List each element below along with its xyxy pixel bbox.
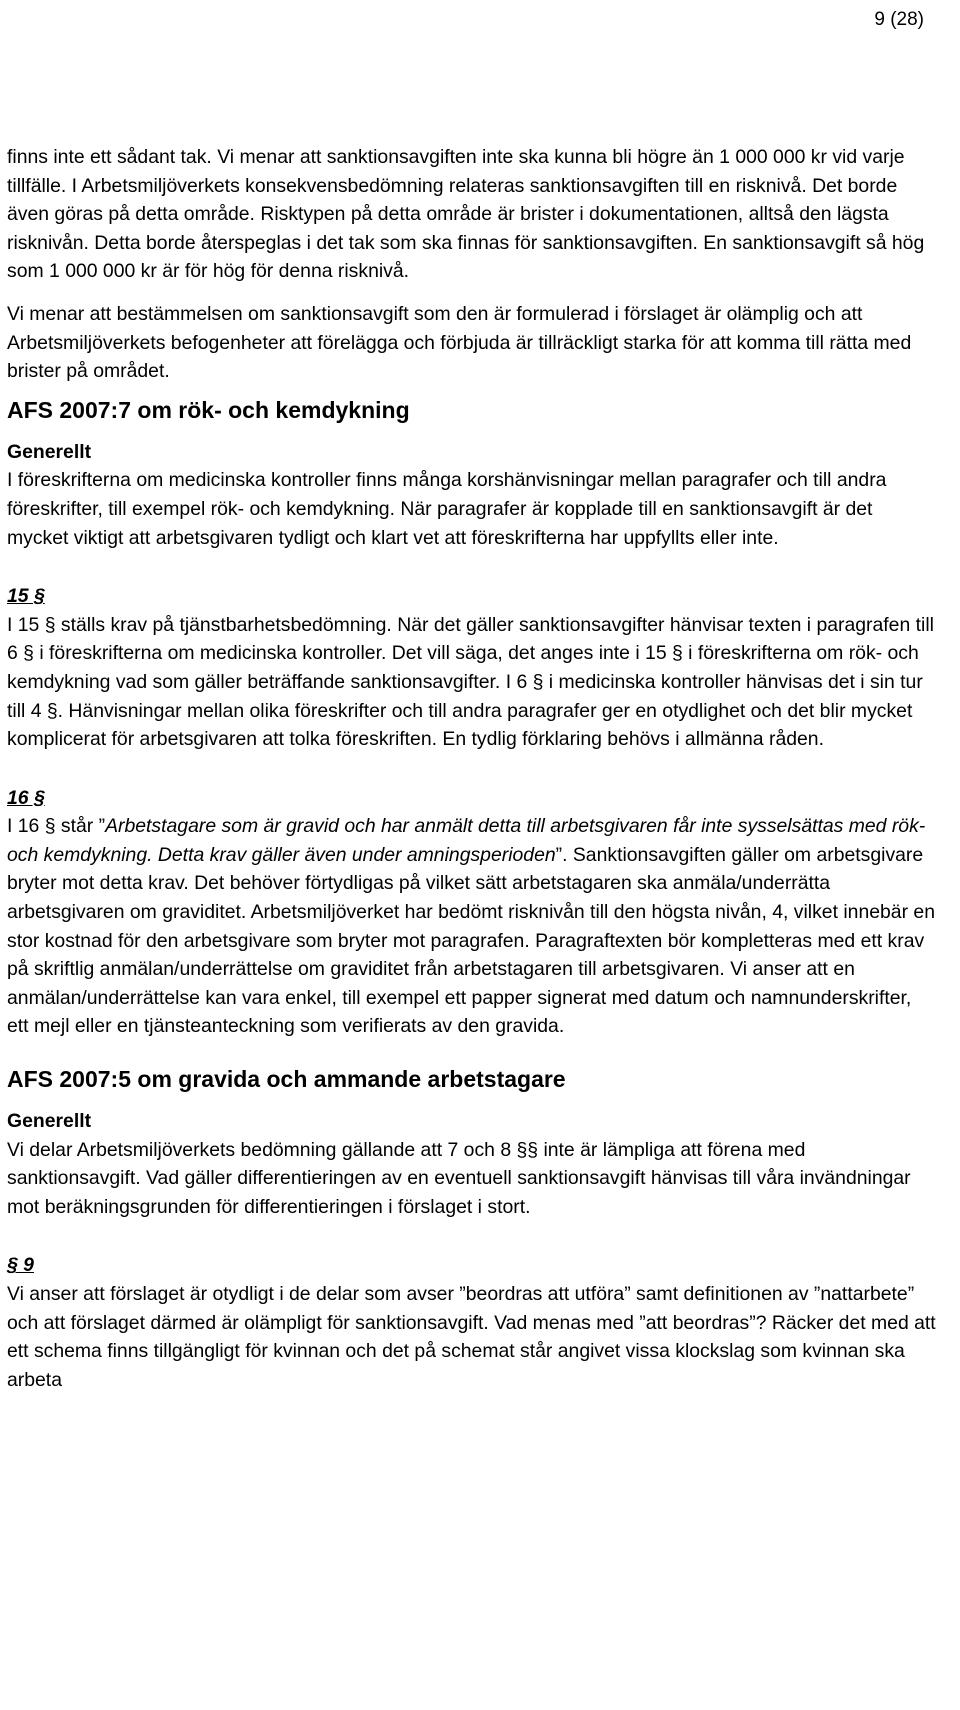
- section-heading: AFS 2007:5 om gravida och ammande arbetstagare: [7, 1066, 566, 1093]
- paragraph-heading-15: 15 §: [7, 585, 45, 608]
- subheading-generellt: Generellt: [7, 1110, 92, 1133]
- quoted-text: Arbetstagare som är gravid och har anmält detta till arbetsgivaren får inte sysselsättas med rök- och kemdykning. Detta krav gäller även under amningsperioden: [7, 815, 926, 866]
- subheading-generellt: Generellt: [7, 440, 92, 463]
- section-heading: AFS 2007:7 om rök- och kemdykning: [7, 396, 410, 423]
- paragraph: I 15 § ställs krav på tjänstbarhetsbedömning. När det gäller sanktionsavgifter hänvisar texten i paragrafen till 6 § i föreskrifterna om medicinska kontroller. Det vill säga, det anges inte i 15 § i föreskrifterna om rök- och kemdykning vad som gäller beträffande sanktionsavgifter. I 6 § i medicinska kontroller hänvisas det i sin tur till 4 §. Hänvisningar mellan olika föreskrifter och till andra paragrafer ger en otydlighet och det blir mycket komplicerat för arbetsgivaren att tolka föreskriften. En tydlig förklaring behövs i allmänna råden.: [7, 613, 934, 751]
- paragraph-heading-16: 16 §: [7, 786, 45, 809]
- document-body: [7, 143, 937, 1394]
- text-run: I 16 § står ”: [7, 815, 106, 838]
- page-number: 9 (28): [874, 9, 924, 30]
- paragraph: I föreskrifterna om medicinska kontroller finns många korshänvisningar mellan paragrafer och till andra föreskrifter, till exempel rök- och kemdykning. När paragrafer är kopplade till en sanktionsavgift är det mycket viktigt att arbetsgivaren tydligt och klart vet att föreskrifterna har uppfyllts eller inte.: [7, 469, 887, 549]
- text-run: ”. Sanktionsavgiften gäller om arbetsgivare bryter mot detta krav. Det behöver förtydligas på vilket sätt arbetstagaren ska anmäla/underrätta arbetsgivaren om graviditet. Arbetsmiljöverket har bedömt risknivån till den högsta nivån, 4, vilket innebär en stor kostnad för den arbetsgivare som bryter mot paragrafen. Paragraftexten bör kompletteras med ett krav på skriftlig anmälan/underrättelse om graviditet från arbetstagaren till arbetsgivaren. Vi anser att en anmälan/underrättelse kan vara enkel, till exempel ett papper signerat med datum och namnunderskrifter, ett mejl eller en tjänsteanteckning som verifierats av den gravida.: [7, 843, 935, 1038]
- paragraph: Vi delar Arbetsmiljöverkets bedömning gällande att 7 och 8 §§ inte är lämpliga att förena med sanktionsavgift. Vad gäller differentieringen av en eventuell sanktionsavgift hänvisas till våra invändningar mot beräkningsgrunden för differentieringen i förslaget i stort.: [7, 1138, 911, 1218]
- paragraph-heading-9: § 9: [7, 1254, 34, 1277]
- paragraph: Vi menar att bestämmelsen om sanktionsavgift som den är formulerad i förslaget är olämplig och att Arbetsmiljöverkets befogenheter att förelägga och förbjuda är tillräckligt starka för att komma till rätta med brister på området.: [7, 302, 912, 383]
- paragraph: finns inte ett sådant tak. Vi menar att sanktionsavgiften inte ska kunna bli högre än 1 000 000 kr vid varje tillfälle. I Arbetsmiljöverkets konsekvensbedömning relateras sanktionsavgiften till en risknivå. Det borde även göras på detta område. Risktypen på detta område är brister i dokumentationen, alltså den lägsta risknivån. Detta borde återspeglas i det tak som ska finnas för sanktionsavgiften. En sanktionsavgift så hög som 1 000 000 kr är för hög för denna risknivå.: [7, 146, 925, 283]
- paragraph: Vi anser att förslaget är otydligt i de delar som avser ”beordras att utföra” samt definitionen av ”nattarbete” och att förslaget därmed är olämpligt för sanktionsavgift. Vad menas med ”att beordras”? Räcker det med att ett schema finns tillgängligt för kvinnan och det på schemat står angivet vissa klockslag som kvinnan ska arbeta: [7, 1283, 936, 1391]
- paragraph: [7, 812, 937, 1041]
